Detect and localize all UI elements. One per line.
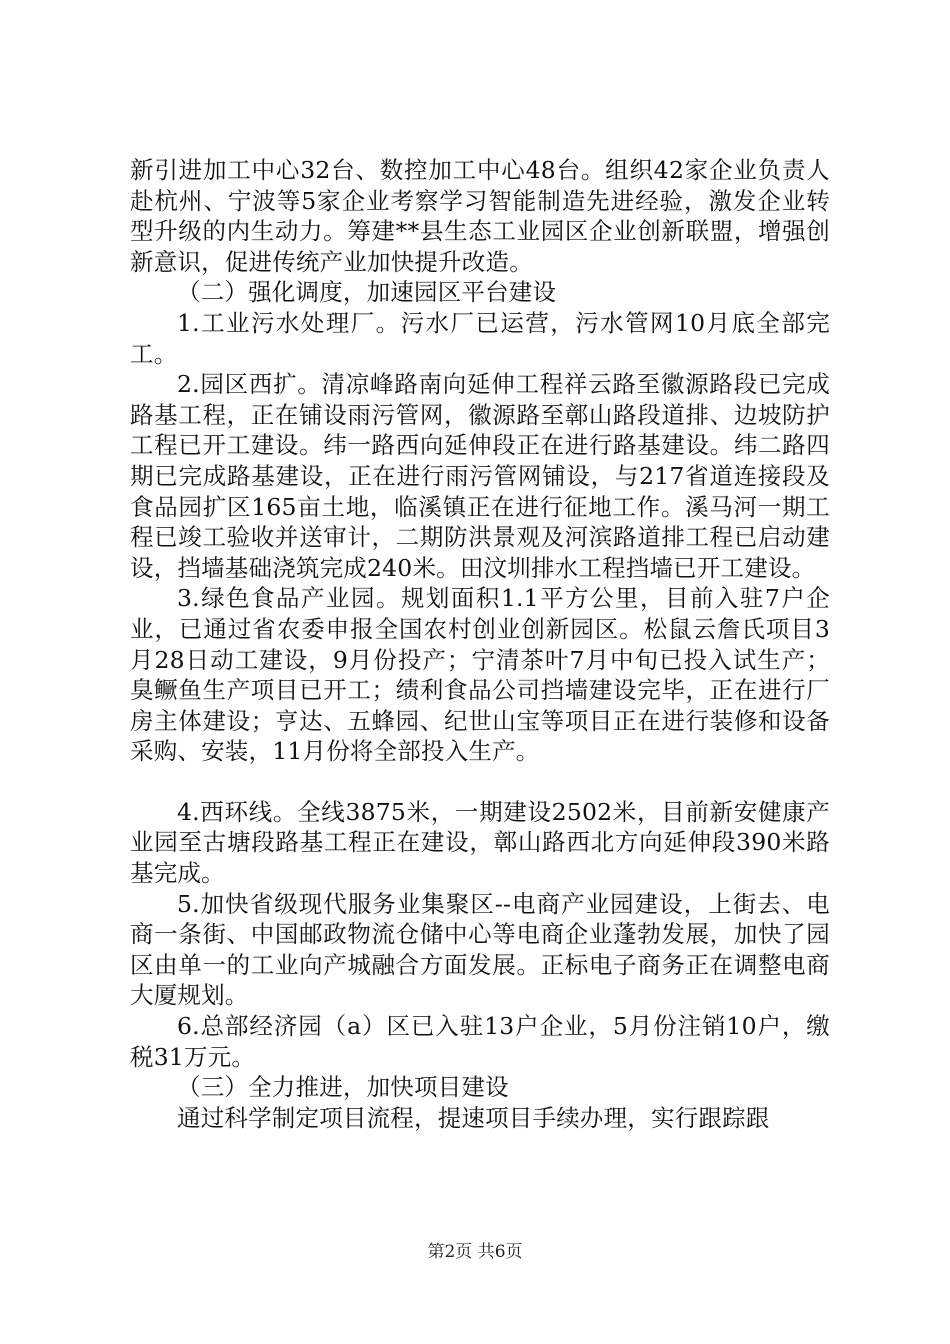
- paragraph-item-4: 4.西环线。全线3875米，一期建设2502米，目前新安健康产业园至古塘段路基工程正在建设，鄣山路西北方向延伸段390米路基完成。: [130, 797, 830, 888]
- paragraph-spacer: [130, 767, 830, 797]
- document-body: [130, 155, 830, 1133]
- section-heading-3: （三）全力推进，加快项目建设: [177, 1073, 509, 1102]
- paragraph-item-2: 2.园区西扩。清凉峰路南向延伸工程祥云路至徽源路段已完成路基工程，正在铺设雨污管网，徽源路至鄣山路段道排、边坡防护工程已开工建设。纬一路西向延伸段正在进行路基建设。纬二路四期已完成路基建设，正在进行雨污管网铺设，与217省道连接段及食品园扩区165亩土地，临溪镇正在进行征地工作。溪马河一期工程已竣工验收并送审计，二期防洪景观及河滨路道排工程已启动建设，挡墙基础浇筑完成240米。田汶圳排水工程挡墙已开工建设。: [130, 370, 830, 582]
- section-heading-2: （二）强化调度，加速园区平台建设: [177, 278, 557, 307]
- paragraph-item-3: 3.绿色食品产业园。规划面积1.1平方公里，目前入驻7户企业，已通过省农委申报全国农村创业创新园区。松鼠云詹氏项目3月28日动工建设，9月份投产；宁清茶叶7月中旬已投入试生产；臭鳜鱼生产项目已开工；绩利食品公司挡墙建设完毕，正在进行厂房主体建设；亨达、五蜂园、纪世山宝等项目正在进行装修和设备采购、安装，11月份将全部投入生产。: [130, 584, 830, 766]
- paragraph-item-6: 6.总部经济园（a）区已入驻13户企业，5月份注销10户，缴税31万元。: [130, 1012, 830, 1071]
- paragraph-section-3-intro: 通过科学制定项目流程，提速项目手续办理，实行跟踪跟: [177, 1103, 770, 1132]
- page-number-footer: 第2页 共6页: [427, 1242, 523, 1262]
- paragraph-item-5: 5.加快省级现代服务业集聚区--电商产业园建设，上街去、电商一条街、中国邮政物流仓储中心等电商企业蓬勃发展，加快了园区由单一的工业向产城融合方面发展。正标电子商务正在调整电商大厦规划。: [130, 889, 830, 1010]
- paragraph-intro-continuation: 新引进加工中心32台、数控加工中心48台。组织42家企业负责人赴杭州、宁波等5家企业考察学习智能制造先进经验，激发企业转型升级的内生动力。筹建**县生态工业园区企业创新联盟，增强创新意识，促进传统产业加快提升改造。: [130, 156, 830, 276]
- paragraph-item-1: 1.工业污水处理厂。污水厂已运营，污水管网10月底全部完工。: [130, 308, 830, 368]
